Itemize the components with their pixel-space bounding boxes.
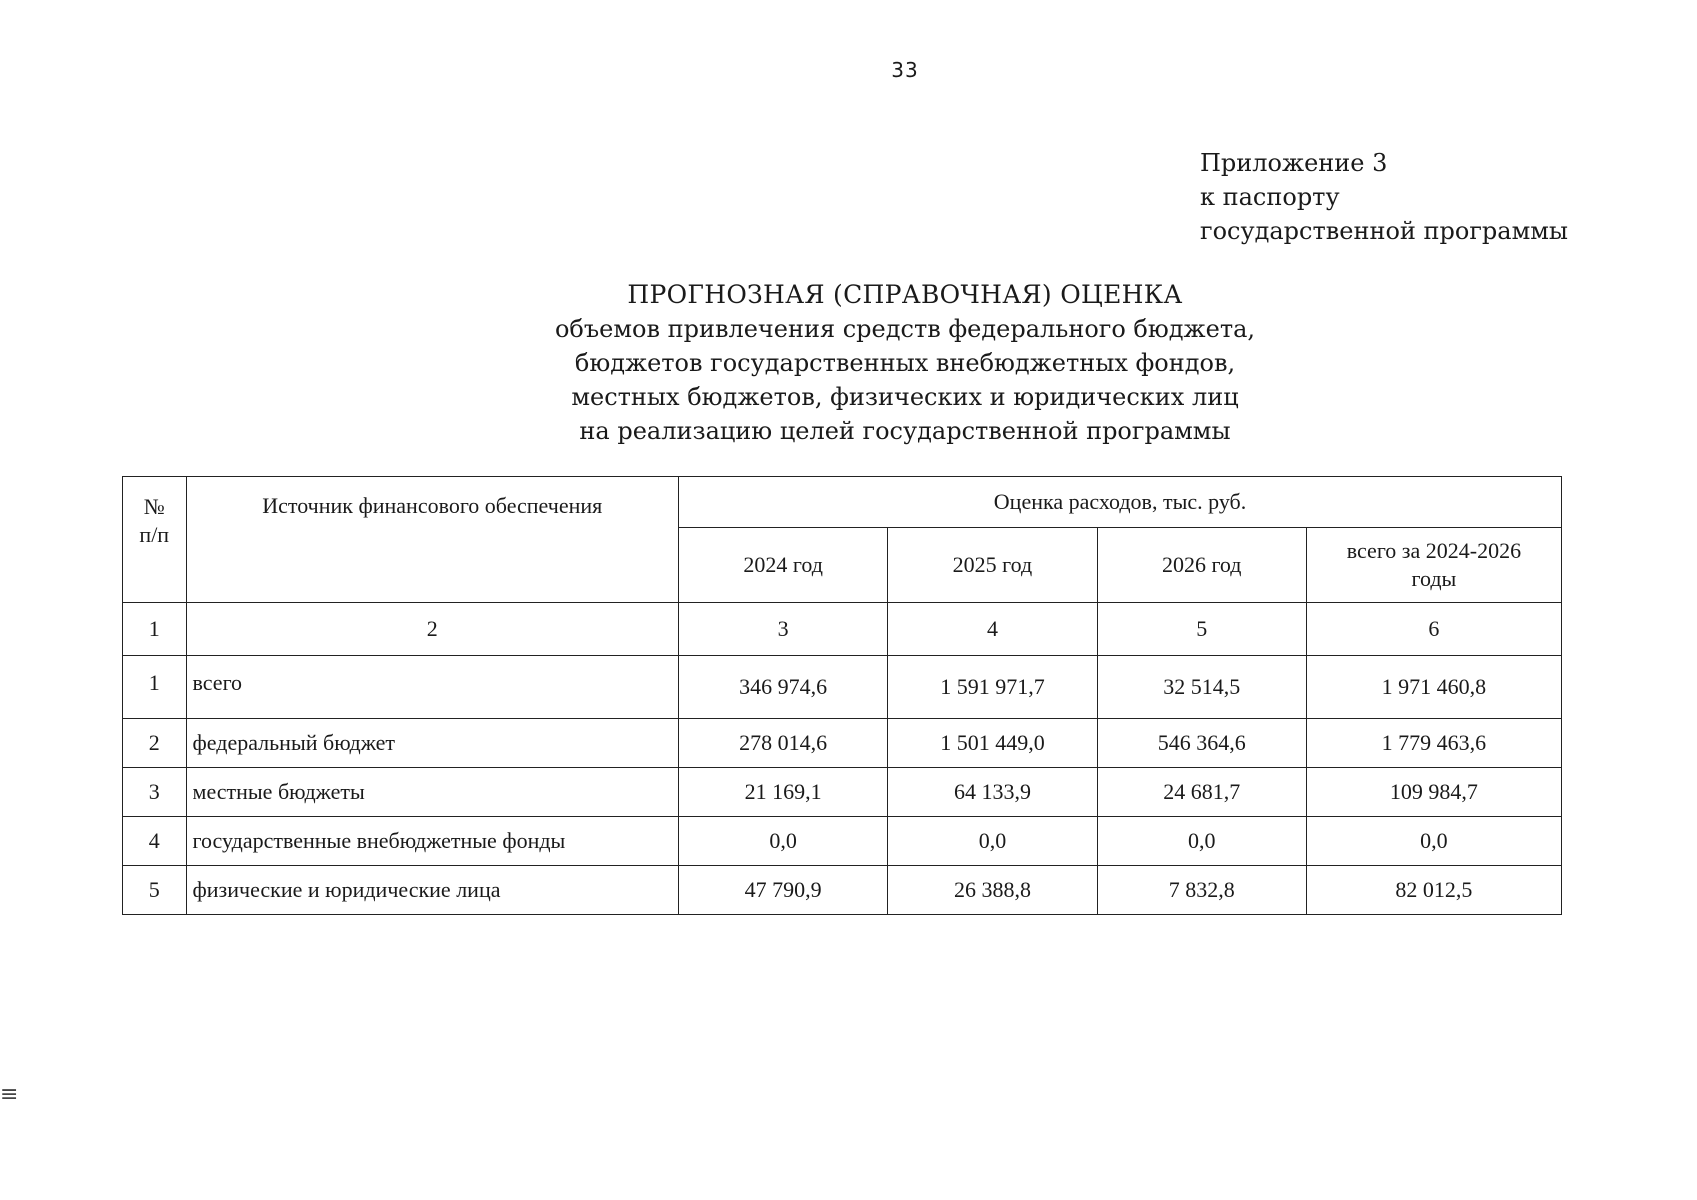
header-number-line-1: №	[143, 494, 165, 519]
row-value-total: 1 971 460,8	[1306, 656, 1561, 719]
table-row	[123, 656, 1562, 719]
table-row	[123, 866, 1562, 915]
row-value-2024: 47 790,9	[679, 866, 888, 915]
row-value-2026: 32 514,5	[1097, 656, 1306, 719]
title-line-4: местных бюджетов, физических и юридических лиц	[571, 383, 1239, 411]
appendix-line-1: Приложение 3	[1200, 149, 1388, 177]
header-total-line-2: годы	[1411, 566, 1457, 591]
row-value-2024: 0,0	[679, 817, 888, 866]
row-value-total: 109 984,7	[1306, 768, 1561, 817]
header-total-line-1: всего за 2024-2026	[1346, 538, 1522, 563]
column-index: 3	[679, 603, 888, 656]
title-main: ПРОГНОЗНАЯ (СПРАВОЧНАЯ) ОЦЕНКА	[627, 280, 1183, 309]
row-value-2024: 346 974,6	[679, 656, 888, 719]
row-value-2026: 7 832,8	[1097, 866, 1306, 915]
title-line-5: на реализацию целей государственной программы	[579, 417, 1231, 445]
row-value-2024: 21 169,1	[679, 768, 888, 817]
row-number: 1	[123, 656, 187, 719]
header-2026: 2026 год	[1097, 528, 1306, 603]
row-value-2026: 546 364,6	[1097, 719, 1306, 768]
column-index: 2	[186, 603, 679, 656]
scan-margin-mark: ≡	[0, 1082, 19, 1107]
appendix-line-3: государственной программы	[1200, 217, 1569, 245]
column-index-row	[123, 603, 1562, 656]
funding-estimate-table	[122, 476, 1562, 915]
row-value-2024: 278 014,6	[679, 719, 888, 768]
appendix-note	[1200, 146, 1568, 248]
page-number: 33	[891, 58, 919, 82]
row-source: всего	[186, 656, 679, 719]
header-2025: 2025 год	[888, 528, 1097, 603]
row-value-2026: 0,0	[1097, 817, 1306, 866]
row-value-2025: 1 591 971,7	[888, 656, 1097, 719]
header-total	[1306, 528, 1561, 603]
row-value-2025: 0,0	[888, 817, 1097, 866]
title-line-2: объемов привлечения средств федерального бюджета,	[554, 315, 1256, 343]
row-source: государственные внебюджетные фонды	[186, 817, 679, 866]
column-index: 1	[123, 603, 187, 656]
row-value-total: 1 779 463,6	[1306, 719, 1561, 768]
row-source: физические и юридические лица	[186, 866, 679, 915]
title-line-3: бюджетов государственных внебюджетных фондов,	[574, 349, 1236, 377]
header-2024: 2024 год	[679, 528, 888, 603]
table-row	[123, 768, 1562, 817]
header-number-line-2: п/п	[139, 522, 170, 547]
row-value-total: 82 012,5	[1306, 866, 1561, 915]
header-number	[123, 477, 187, 603]
row-number: 2	[123, 719, 187, 768]
column-index: 5	[1097, 603, 1306, 656]
header-estimate: Оценка расходов, тыс. руб.	[679, 477, 1562, 528]
row-number: 5	[123, 866, 187, 915]
row-number: 4	[123, 817, 187, 866]
row-source: местные бюджеты	[186, 768, 679, 817]
column-index: 4	[888, 603, 1097, 656]
row-value-2026: 24 681,7	[1097, 768, 1306, 817]
header-row	[123, 477, 1562, 528]
table-row	[123, 719, 1562, 768]
document-title	[0, 278, 1697, 448]
header-source: Источник финансового обеспечения	[186, 477, 679, 603]
row-value-2025: 1 501 449,0	[888, 719, 1097, 768]
row-number: 3	[123, 768, 187, 817]
table-row	[123, 817, 1562, 866]
row-value-2025: 26 388,8	[888, 866, 1097, 915]
appendix-line-2: к паспорту	[1200, 183, 1340, 211]
row-value-total: 0,0	[1306, 817, 1561, 866]
column-index: 6	[1306, 603, 1561, 656]
row-value-2025: 64 133,9	[888, 768, 1097, 817]
row-source: федеральный бюджет	[186, 719, 679, 768]
